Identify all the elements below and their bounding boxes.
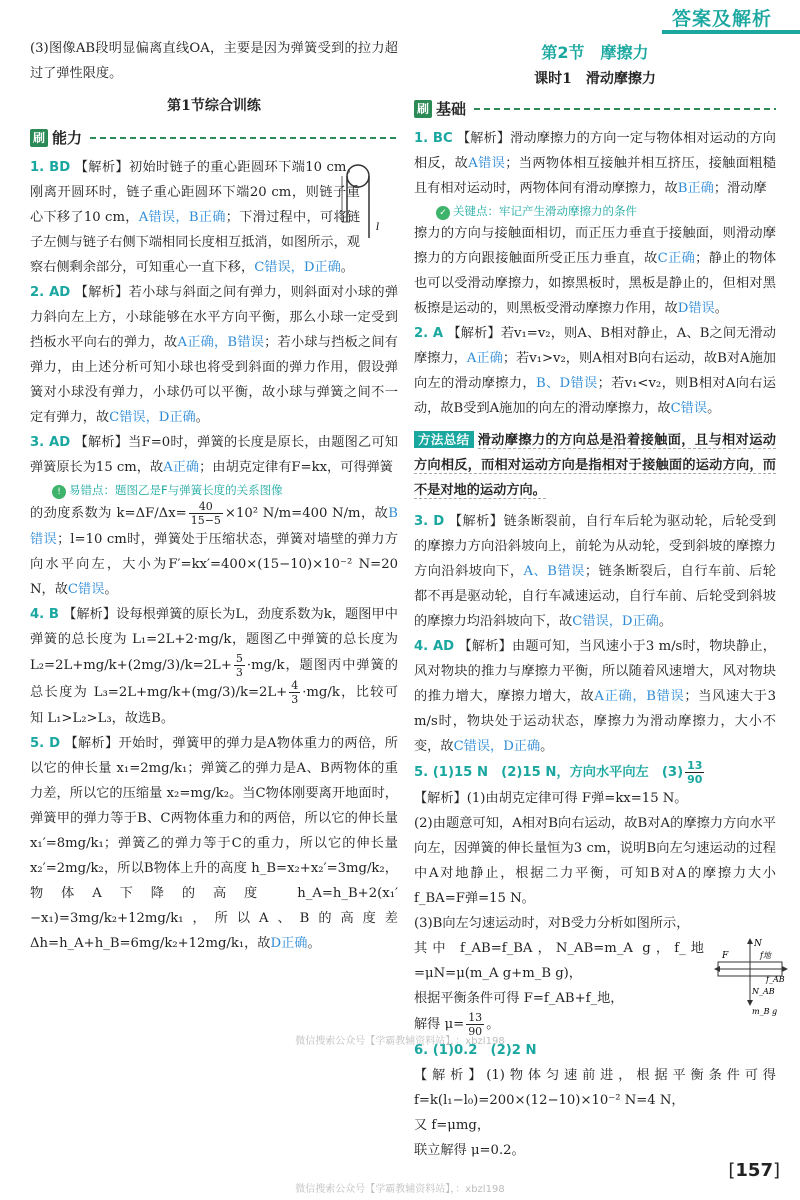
judgement-mark: A、B错误 [523, 564, 585, 579]
answer-text: ；由胡克定律有F=kx，可得弹簧 [199, 460, 393, 475]
answer-6-p1: 【解析】(1)物体匀速前进，根据平衡条件可得 f=k(l₁−l₀)=200×(12−10)×10⁻² N=4 N， [414, 1068, 776, 1108]
band-label: 能力 [52, 128, 83, 147]
answer-text: ·mg/k，题图丙中弹簧的总长度为 L₃=2L+mg/k+(mg/3)/k=2L+ [30, 658, 398, 700]
tip-icon: ! [52, 485, 66, 499]
answer-number: 5. D [30, 736, 61, 751]
judgement-mark: C正确 [657, 251, 696, 266]
denominator: 3 [235, 666, 243, 679]
method-tag: 方法总结 [414, 431, 474, 448]
answer-number: 2. AD [30, 285, 71, 300]
tip-text: 易错点：题图乙是F与弹簧长度的关系图像 [69, 483, 283, 497]
force-label: f地 [760, 951, 771, 960]
answer-3-cont [30, 500, 398, 602]
band-label: 基础 [436, 99, 467, 118]
answer-2 [30, 280, 398, 430]
answer-text: ；若v₁>v₂，则A相对B向右运动，故B对A施加向左的滑动摩擦力， [414, 351, 776, 391]
answer-2 [414, 321, 776, 421]
answer-text: 【解析】若v₁=v₂，则A、B相对静止，A、B之间无滑动摩擦力， [414, 326, 776, 366]
judgement-mark: B、D错误 [535, 376, 598, 391]
section-title: 第2节 摩擦力 [541, 43, 649, 62]
answer-6-head: 6. (1)0.2 (2)2 N [414, 1043, 537, 1058]
judgement-mark: D错误 [677, 301, 715, 316]
tip-icon: ✓ [436, 206, 450, 220]
answer-3 [30, 430, 398, 480]
answer-3 [414, 509, 776, 634]
answer-number: 1. BD [30, 160, 71, 175]
judgement-mark: C错误，D正确 [254, 260, 341, 275]
answer-number: 3. AD [30, 435, 71, 450]
answer-5-p1: 【解析】(1)由胡克定律可得 F弹=kx=15 N。 [414, 791, 688, 806]
force-label: F [722, 951, 729, 961]
answer-number: 4. AD [414, 639, 455, 654]
answer-1-cont [414, 221, 776, 321]
answer-text: ；l=10 cm时，弹簧处于压缩状态，弹簧对墙壁的弹力方向水平向左，大小为F′=kx′=400×(15−10)×10⁻² N=20 N，故 [30, 532, 398, 597]
answer-text: ；静止的物体也可以受滑动摩擦力，如擦黑板时，黑板是静止的，但相对黑板擦是运动的，则黑板受滑动摩擦力作用，故 [414, 251, 777, 316]
method-text: 滑动摩擦力的方向总是沿着接触面，且与相对运动方向相反，而相对运动方向是指相对于接触面的运动方向，而不是对地的运动方向。 [414, 433, 776, 498]
answer-number: 4. B [30, 607, 59, 622]
answer-text: 【解析】当F=0时，弹簧的长度是原长，由题图乙可知弹簧原长为15 cm，故 [30, 435, 398, 475]
force-label: N_AB [752, 987, 775, 996]
numerator: 13 [687, 759, 703, 772]
punct: 。 [707, 401, 721, 416]
denominator: 3 [291, 693, 299, 706]
numerator: 40 [189, 500, 223, 514]
judgement-mark: C错误 [67, 582, 105, 597]
answer-text: 擦力的方向与接触面相切，而正压力垂直于接触面，则滑动摩擦力的方向跟接触面所受正压力垂直，故 [414, 226, 776, 266]
lesson-title: 课时1 滑动摩擦力 [534, 71, 656, 87]
answer-5-head [414, 759, 776, 786]
fraction [234, 652, 245, 679]
header-title: 答案及解析 [671, 8, 772, 30]
answer-text: 解得 μ= [414, 1017, 465, 1032]
force-label: m_B g [752, 1007, 778, 1016]
answer-6-p3: 联立解得 μ=0.2。 [414, 1143, 525, 1158]
punct: 。 [658, 614, 673, 629]
answer-4 [414, 634, 776, 759]
fraction [189, 500, 223, 527]
key-tip [436, 201, 776, 221]
answer-text: ；下滑过程中，可将链子左侧与链子右侧下端相同长度相互抵消，如图所示，观察右侧剩余部分，可知重心一直下移， [30, 210, 361, 275]
numerator: 13 [468, 1011, 483, 1024]
answer-5-p4: 其中 f_AB=f_BA，N_AB=m_A g，f_地=μN=μ(m_A g+m_B g)， [414, 941, 704, 981]
judgement-mark: B错误 [30, 506, 398, 547]
page-header [0, 0, 800, 30]
answer-text: 的劲度系数为 k=ΔF/Δx= [30, 506, 187, 521]
section-title-training: 第1节综合训练 [167, 98, 261, 114]
punct: 。 [486, 1017, 500, 1032]
denominator: 15−5 [190, 514, 221, 527]
fraction [685, 759, 704, 786]
intro-paragraph: (3)图像AB段明显偏离直线OA，主要是因为弹簧受到的拉力超过了弹性限度。 [30, 41, 398, 81]
judgement-mark: D正确 [270, 936, 308, 951]
answer-text: ；当风速大于3 m/s时，物块处于运动状态，摩擦力为滑动摩擦力，大小不变，故 [414, 689, 777, 754]
answer-4 [30, 602, 398, 731]
band-divider [90, 137, 398, 139]
answer-number: 2. A [414, 326, 444, 341]
judgement-mark: A正确 [163, 460, 200, 475]
answer-text: ×10² N/m=400 N/m，故 [224, 506, 389, 521]
basic-band [414, 98, 776, 120]
force-diagram-figure [712, 936, 790, 1018]
numerator: 4 [291, 679, 299, 692]
punct: 。 [104, 582, 118, 597]
brush-tag-icon: 刷 [30, 129, 48, 147]
punct: 。 [195, 410, 209, 425]
answer-5-p3: (3)B向左匀速运动时，对B受力分析如图所示， [414, 916, 690, 931]
answer-1 [414, 126, 776, 201]
band-divider [474, 108, 776, 110]
answer-5-p5: 根据平衡条件可得 F=f_AB+f_地， [414, 991, 624, 1006]
punct: 。 [340, 260, 354, 275]
answer-text: 【解析】开始时，弹簧甲的弹力是A物体重力的两倍，所以它的伸长量 x₁=2mg/k₁；弹簧乙的弹力是A、B两物体的重力差，所以它的压缩量 x₂=mg/k₂。当C物体刚要离开地面时，弹簧甲的弹力等于B、C两物体重力和的两倍，所以它的伸长量 x₁′=8mg/k₁；弹簧乙的弹力等于C的重力，所以它的伸长量 x₂′=2mg/k₂，所以B物体上升的高度 h_B=x₂+x₂′=3mg/k₂，物体A下降的高度 h_A=h_B+2(x₁′−x₁)=3mg/k₂+12mg/k₁，所以A、B的高度差 Δh=h_A+h_B=6mg/k₂+12mg/k₁，故 [30, 736, 398, 951]
judgement-mark: A正确 [466, 351, 503, 366]
answer-5-p2: (2)由题意可知，A相对B向右运动，故B对A的摩擦力方向水平向左，因弹簧的伸长量恒为3 cm，说明B向左匀速运动的过程中A对地静止，根据二力平衡，可知B对A的摩擦力大小 f_BA=F弹=15 N。 [414, 816, 776, 906]
method-summary [414, 427, 776, 503]
error-tip [52, 480, 398, 500]
brush-tag-icon: 刷 [414, 100, 432, 118]
answer-number: 5. (1)15 N (2)15 N，方向水平向左 (3) [414, 765, 684, 780]
answer-text: 【解析】滑动摩擦力的方向一定与物体相对运动的方向相反，故 [414, 131, 776, 171]
answer-6-p2: 又 f=μmg， [414, 1118, 491, 1133]
answer-text: ；若小球与挡板之间有弹力，由上述分析可知小球也将受到斜面的弹力作用，假设弹簧对小球没有弹力，小球仍可以平衡，故小球与弹簧之间不一定有弹力，故 [30, 335, 398, 425]
answer-text: ；若v₁<v₂，则B相对A向右运动，故B受到A施加的向左的滑动摩擦力，故 [414, 376, 776, 416]
numerator: 5 [235, 652, 243, 665]
judgement-mark: A正确，B错误 [594, 689, 685, 704]
judgement-mark: A错误，B正确 [138, 210, 226, 225]
answer-text: 【解析】链条断裂前，自行车后轮为驱动轮，后轮受到的摩擦力方向沿斜坡向上，前轮为从动轮，受到斜坡的摩擦力方向沿斜坡向下， [414, 514, 776, 579]
punct: 。 [540, 739, 554, 754]
punct: 。 [714, 301, 728, 316]
header-stripe [662, 30, 800, 34]
answer-text: ；当两物体相互接触并相互挤压，接触面粗糙且有相对运动时，两物体间有滑动摩擦力，故 [414, 156, 777, 196]
force-label: N [754, 939, 762, 949]
page-number: [157] [728, 1160, 780, 1181]
answer-text: 【解析】设每根弹簧的原长为L，劲度系数为k，题图甲中弹簧的总长度为 L₁=2L+2·mg/k，题图乙中弹簧的总长度为 L₂=2L+mg/k+(2mg/3)/k=2L+ [30, 607, 398, 673]
answer-text: 【解析】初始时链子的重心距圆环下端10 cm，刚离开圆环时，链子重心距圆环下端20 cm，则链子重心下移了10 cm， [30, 160, 360, 225]
answer-text: ；链条断裂后，自行车前、后轮都不再是驱动轮，自行车减速运动，自行车前、后轮受到斜坡的摩擦力均沿斜坡向下，故 [414, 564, 776, 629]
punct: 。 [307, 936, 321, 951]
answer-text: 【解析】若小球与斜面之间有弹力，则斜面对小球的弹力斜向左上方，小球能够在水平方向平衡，那么小球一定受到挡板水平向右的弹力，故 [30, 285, 399, 350]
judgement-mark: A正确，B错误 [177, 335, 265, 350]
answer-number: 3. D [414, 514, 445, 529]
judgement-mark: C错误 [670, 401, 708, 416]
tip-text: 关键点：牢记产生滑动摩擦力的条件 [453, 204, 637, 218]
force-label: f_AB [766, 975, 785, 984]
watermark-bottom: 微信搜索公众号【学霸教辅资料站】，：xbzl198 [295, 1184, 505, 1195]
judgement-mark: C错误，D正确 [109, 410, 196, 425]
answer-text: ·mg/k，比较可知 L₁>L₂>L₃，故选B。 [30, 685, 399, 726]
judgement-mark: A错误 [468, 156, 506, 171]
answer-5 [30, 731, 398, 956]
denominator: 90 [687, 773, 703, 786]
answer-number: 1. BC [414, 131, 453, 146]
chain-pulley-figure [328, 160, 390, 250]
judgement-mark: B正确 [677, 181, 714, 196]
fraction [289, 679, 300, 706]
figure-label: l [376, 222, 380, 233]
answer-text: ；滑动摩 [713, 181, 767, 196]
page-number-value: 157 [735, 1160, 773, 1181]
denominator: 90 [468, 1025, 483, 1038]
judgement-mark: C错误，D正确 [572, 614, 659, 629]
answer-text: 【解析】由题可知，当风速小于3 m/s时，物块静止，风对物块的推力与摩擦力平衡，所以随着风速增大，风对物块的推力增大，摩擦力增大，故 [414, 639, 776, 704]
watermark-mid: 微信搜索公众号【学霸教辅资料站】，：xbzl198 [295, 1036, 505, 1047]
ability-band [30, 127, 398, 149]
judgement-mark: C错误，D正确 [453, 739, 541, 754]
